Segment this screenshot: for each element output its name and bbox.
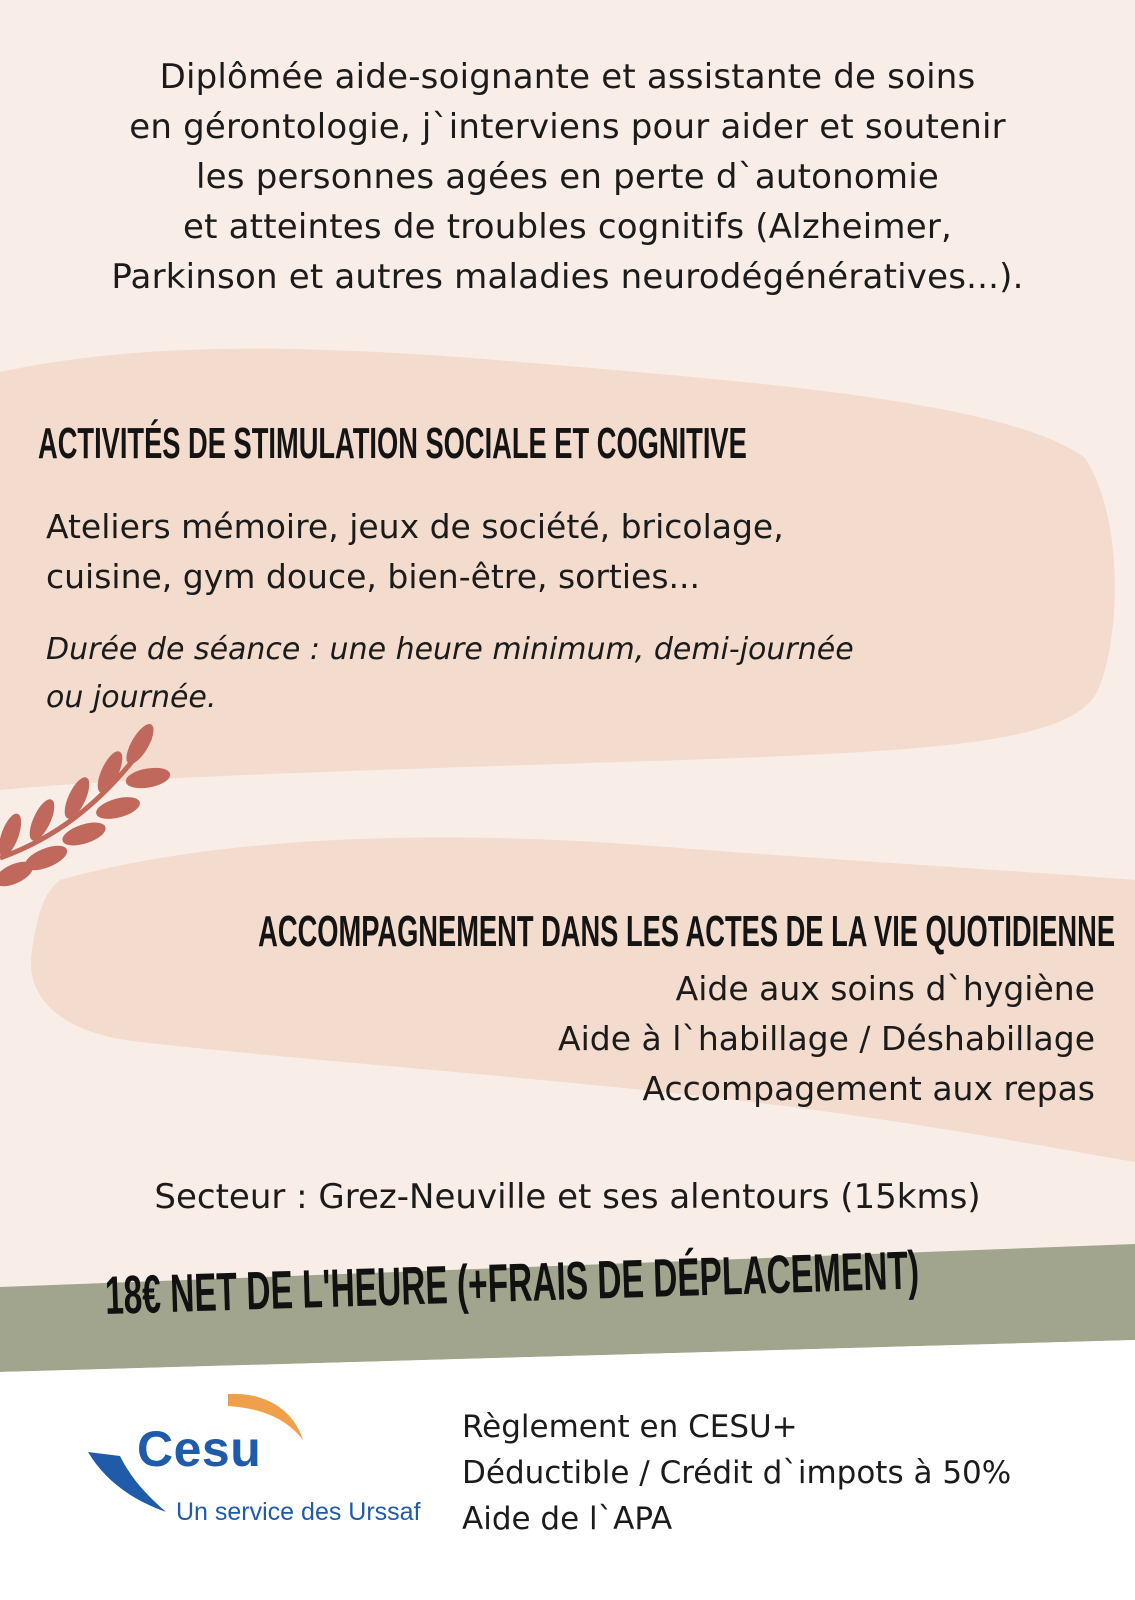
- accompaniment-item: Aide aux soins d`hygiène: [675, 969, 1095, 1008]
- intro-line: Diplômée aide-soignante et assistante de soins: [159, 57, 976, 97]
- intro-line: les personnes agées en perte d`autonomie: [196, 157, 939, 197]
- intro-line: Parkinson et autres maladies neurodégénératives...).: [111, 257, 1024, 297]
- accompaniment-list: [558, 964, 1095, 1114]
- activities-line: Ateliers mémoire, jeux de société, bricolage,: [46, 507, 784, 546]
- accompaniment-item: Accompagement aux repas: [642, 1069, 1095, 1108]
- intro-line: et atteintes de troubles cognitifs (Alzheimer,: [182, 207, 953, 247]
- service-sector: Secteur : Grez-Neuville et ses alentours (15kms): [154, 1177, 981, 1217]
- logo-word: Cesu: [137, 1421, 262, 1477]
- intro-line: en gérontologie, j`interviens pour aider et soutenir: [129, 107, 1006, 147]
- duration-line: Durée de séance : une heure minimum, demi-journée: [46, 632, 854, 667]
- payment-info: [462, 1404, 1011, 1542]
- accompaniment-heading: ACCOMPAGNEMENT DANS LES ACTES DE LA VIE QUOTIDIENNE: [258, 907, 1115, 956]
- payment-line: Déductible / Crédit d`impots à 50%: [462, 1455, 1012, 1491]
- intro-paragraph: [20, 52, 1115, 302]
- payment-line: Aide de l`APA: [462, 1501, 673, 1537]
- stimulation-activities: [46, 502, 1046, 602]
- accompaniment-item: Aide à l`habillage / Déshabillage: [558, 1019, 1095, 1058]
- session-duration: [46, 626, 1046, 722]
- cesu-logo: [88, 1390, 421, 1550]
- payment-line: Règlement en CESU+: [462, 1409, 798, 1445]
- stimulation-heading: ACTIVITÉS DE STIMULATION SOCIALE ET COGNITIVE: [38, 419, 747, 468]
- duration-line: ou journée.: [46, 680, 217, 715]
- logo-subtitle: Un service des Urssaf: [176, 1498, 421, 1526]
- hourly-price: 18€ NET DE L'HEURE (+FRAIS DE DÉPLACEMENT): [104, 1240, 920, 1326]
- activities-line: cuisine, gym douce, bien-être, sorties...: [46, 557, 701, 596]
